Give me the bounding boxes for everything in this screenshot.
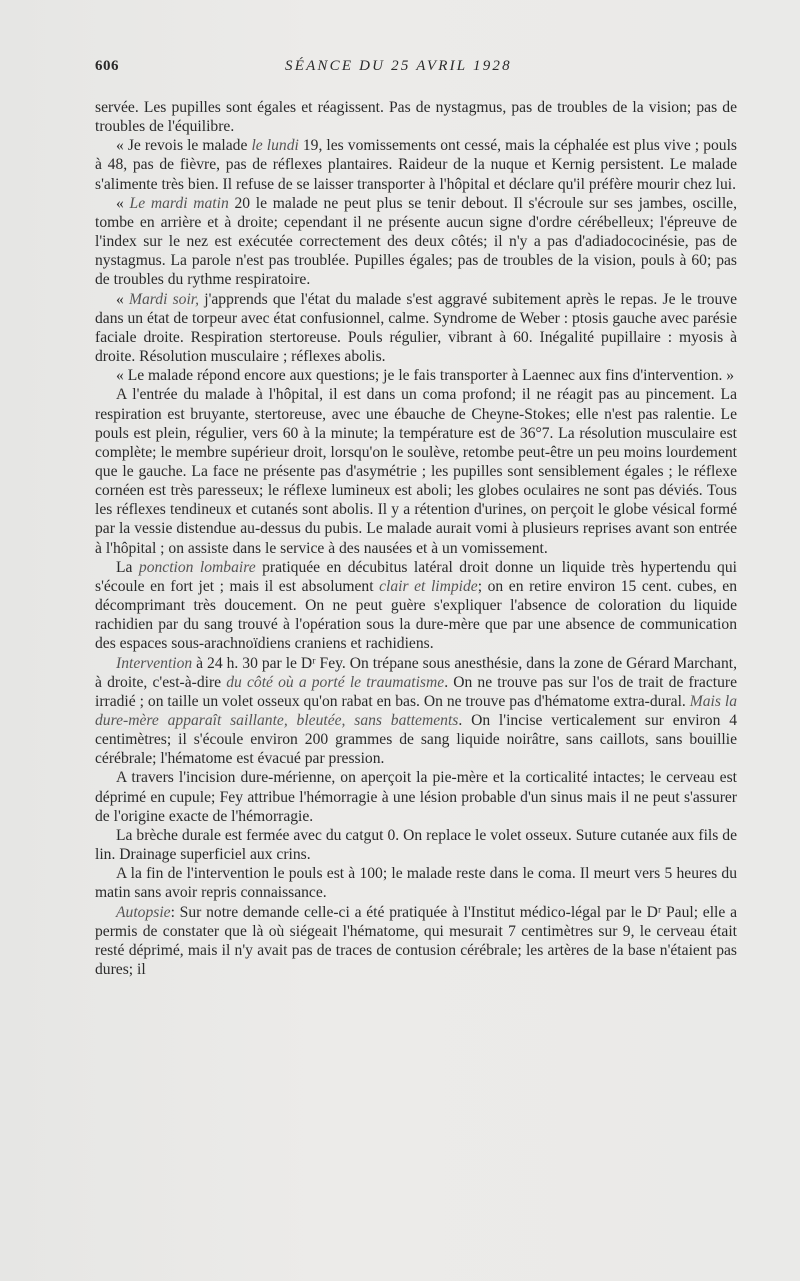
paragraph: La ponction lombaire pratiquée en décubitus latéral droit donne un liquide très hypertendu qui s'écoule en fort jet ; mais il est absolument clair et limpide; on en retire environ 15 cent. cubes, en décomprimant très doucement. On ne peut guère s'expliquer l'absence de coloration du liquide rachidien par du sang trouvé à l'opération sous la dure-mère que par une absence de communication des espaces sous-arachnoïdiens craniens et rachidiens. (95, 558, 737, 653)
paragraph: « Mardi soir, j'apprends que l'état du malade s'est aggravé subitement après le repas. Je le trouve dans un état de torpeur avec état confusionnel, calme. Syndrome de Weber : ptosis gauche avec parésie faciale droite. Respiration stertoreuse. Pouls régulier, vibrant à 60. Inégalité pupillaire : myosis à droite. Résolution musculaire ; réflexes abolis. (95, 290, 737, 366)
page-number: 606 (95, 58, 119, 74)
paragraph: Intervention à 24 h. 30 par le Dʳ Fey. On trépane sous anesthésie, dans la zone de Gérard Marchant, à droite, c'est-à-dire du côté où a porté le traumatisme. On ne trouve pas sur l'os de trait de fracture irradié ; on taille un volet osseux qu'on rabat en bas. On ne trouve pas d'hématome extra-dural. Mais la dure-mère apparaît saillante, bleutée, sans battements. On l'incise verticalement sur environ 4 centimètres; il s'écoule environ 200 grammes de sang liquide noirâtre, sans caillots, sans bouillie cérébrale; l'hématome est évacué par pression. (95, 654, 738, 768)
paragraph: « Je revois le malade le lundi 19, les vomissements ont cessé, mais la céphalée est plus vive ; pouls à 48, pas de fièvre, pas de réflexes plantaires. Raideur de la nuque et Kernig persistent. Le malade s'alimente très bien. Il refuse de se laisser transporter à l'hôpital et déclare qu'il préfère mourir chez lui. (95, 137, 737, 193)
paragraph: A l'entrée du malade à l'hôpital, il est dans un coma profond; il ne réagit pas au pincement. La respiration est bruyante, stertoreuse, avec une ébauche de Cheyne-Stokes; elle n'est pas ralentie. Le pouls est plein, régulier, vers 60 à la minute; la température est de 36°7. La résolution musculaire est complète; le membre supérieur droit, lorsqu'on le soulève, retombe peut-être un peu moins lourdement que le gauche. La face ne présente pas d'asymétrie ; les pupilles sont sensiblement égales ; le réflexe cornéen est très paresseux; le réflexe lumineux est aboli; les globes oculaires ne sont pas déviés. Tous les réflexes tendineux et cutanés sont abolis. Il y a rétention d'urines, on perçoit le globe vésical formé par la vessie distendue au-dessus du pubis. Le malade aurait vomi à plusieurs reprises avant son entrée à l'hôpital ; on assiste dans le service à des nausées et à un vomissement. (95, 386, 737, 557)
paragraph: A la fin de l'intervention le pouls est à 100; le malade reste dans le coma. Il meurt vers 5 heures du matin sans avoir repris connaissance. (95, 865, 737, 902)
page-header (95, 58, 735, 80)
paragraph: « Le mardi matin 20 le malade ne peut plus se tenir debout. Il s'écroule sur ses jambes, oscille, tombe en arrière et à droite; cependant il ne présente aucun signe d'ordre cérébelleux; l'épreuve de l'index sur le nez est exécutée correctement des deux côtés; il n'y a pas d'adiadococinésie, pas de nystagmus. La parole n'est pas troublée. Pupilles égales; pas de troubles de la vision, pouls à 60; pas de troubles du rythme respiratoire. (95, 194, 737, 289)
paragraph: servée. Les pupilles sont égales et réagissent. Pas de nystagmus, pas de troubles de la vision; pas de troubles de l'équilibre. (95, 99, 737, 136)
body-text (95, 98, 737, 979)
paragraph: « Le malade répond encore aux questions; je le fais transporter à Laennec aux fins d'intervention. » (116, 367, 735, 385)
running-title: SÉANCE DU 25 AVRIL 1928 (285, 58, 512, 74)
paragraph: La brèche durale est fermée avec du catgut 0. On replace le volet osseux. Suture cutanée aux fils de lin. Drainage superficiel aux crins. (95, 826, 737, 864)
paragraph: A travers l'incision dure-mérienne, on aperçoit la pie-mère et la corticalité intactes; le cerveau est déprimé en cupule; Fey attribue l'hémorragie à une lésion probable d'un sinus mais il ne peut s'assurer de l'origine exacte de l'hémorragie. (95, 769, 737, 825)
paragraph: Autopsie: Sur notre demande celle-ci a été pratiquée à l'Institut médico-légal par le Dʳ Paul; elle a permis de constater que là où siégeait l'hématome, qui mesurait 7 centimètres sur 9, le cerveau était resté déprimé, mais il n'y avait pas de traces de contusion cérébrale; les artères de la base n'étaient pas dures; il (95, 903, 737, 979)
